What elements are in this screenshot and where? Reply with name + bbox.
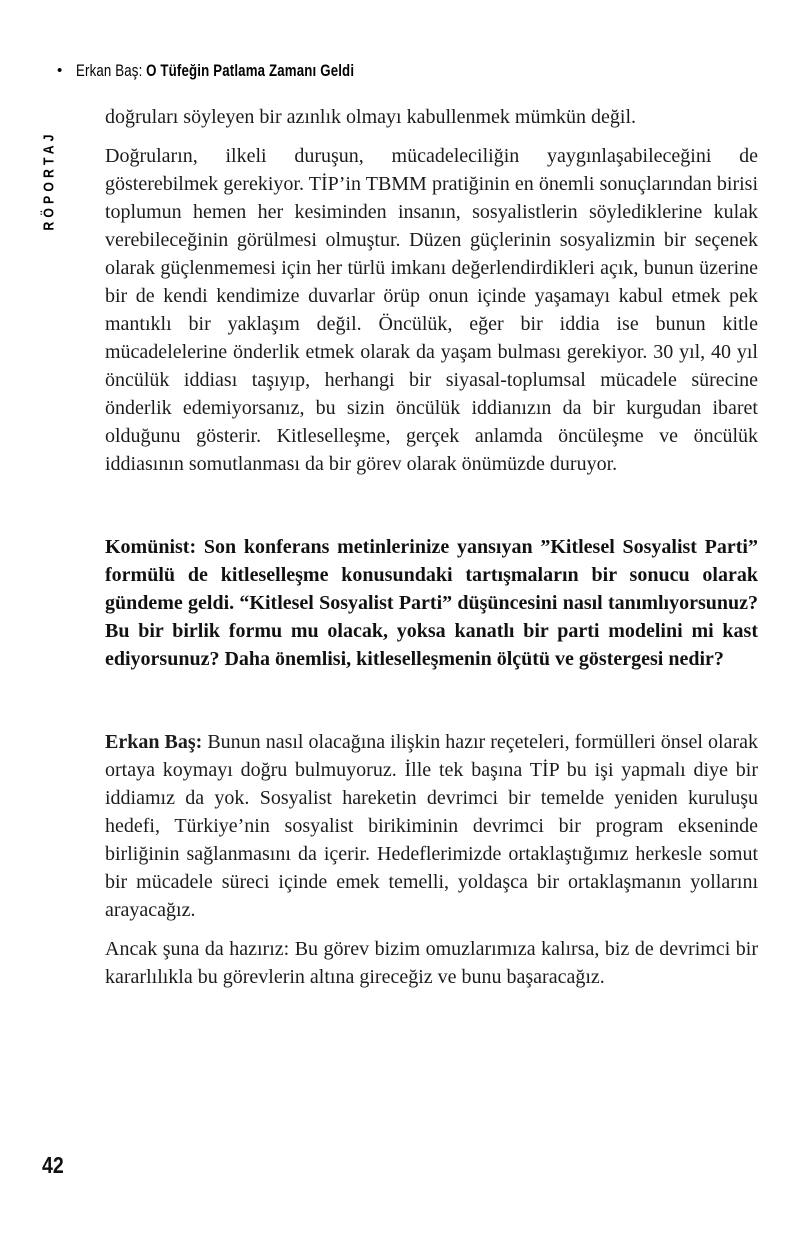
page-number: 42 <box>42 1152 64 1178</box>
bullet-icon: • <box>57 61 63 79</box>
answer-text: Bunun nasıl olacağına ilişkin hazır reçeteleri, formülleri önsel olarak ortaya koymayı doğru bulmuyoruz. İlle tek başına TİP bu işi yapmalı diye bir iddiamız da yok. Sosyalist hareketin devrimci bir temelde yeniden kuruluşu hedefi, Türkiye’nin sosyalist birikiminin devrimci bir program ekseninde birliğinin sağlanmasını da içerir. Hedeflerimizde ortaklaştığımız herkesle somut bir mücadele süreci içinde emek temelli, yoldaşca bir ortaklaşmanın yollarını arayacağız. <box>105 731 758 921</box>
paragraph-continuation: doğruları söyleyen bir azınlık olmayı kabullenmek mümkün değil. <box>105 106 636 128</box>
answer-paragraph <box>105 728 758 924</box>
answer-speaker-label: Erkan Baş: <box>105 731 203 753</box>
body-text-column <box>105 103 758 1002</box>
running-header <box>57 61 433 81</box>
running-header-text <box>76 61 354 81</box>
header-title: O Tüfeğin Patlama Zamanı Geldi <box>146 61 355 80</box>
vertical-section-label: RÖPORTAJ <box>40 129 58 231</box>
paragraph-body: Doğruların, ilkeli duruşun, mücadeleciliğin yaygınlaşabileceğini de gösterebilmek gerekiyor. TİP’in TBMM pratiğinin en önemli sonuçlarından birisi toplumun hemen her kesiminden insanın, sosyalistlerin söylediklerine kulak verebileceğinin görülmesi olmuştur. Düzen güçlerinin sosyalizmin bir seçenek olarak güçlenmemesi için her türlü imkanı değerlendirdikleri açık, bunun üzerine bir de kendi kendimize duvarlar örüp onun içinde yaşamayı kabul etmek pek mantıklı bir yaklaşım değil. Öncülük, eğer bir iddia ise bunun kitle mücadelelerine önderlik etmek olarak da yaşam bulması gerekiyor. 30 yıl, 40 yıl öncülük iddiası taşıyıp, herhangi bir siyasal-toplumsal mücadele sürecine önderlik edemiyorsanız, bu sizin öncülük iddianızın da bir kurgudan ibaret olduğunu gösterir. Kitleselleşme, gerçek anlamda öncüleşme ve öncülük iddiasının somutlanması da bir görev olarak önümüzde duruyor. <box>105 145 758 475</box>
question-paragraph: Komünist: Son konferans metinlerinize yansıyan ”Kitlesel Sosyalist Parti” formülü de kitleselleşme konusundaki tartışmaların bir sonucu olarak gündeme geldi. “Kitlesel Sosyalist Parti” düşüncesini nasıl tanımlıyorsunuz? Bu bir birlik formu mu olacak, yoksa kanatlı bir parti modelini mi kast ediyorsunuz? Daha önemlisi, kitleselleşmenin ölçütü ve göstergesi nedir? <box>105 536 758 670</box>
vertical-section-label-container <box>36 92 62 268</box>
closing-paragraph: Ancak şuna da hazırız: Bu görev bizim omuzlarımıza kalırsa, biz de devrimci bir kararlılıkla bu görevlerin altına gireceğiz ve bunu başaracağız. <box>105 938 758 988</box>
header-author: Erkan Baş: <box>76 61 143 80</box>
